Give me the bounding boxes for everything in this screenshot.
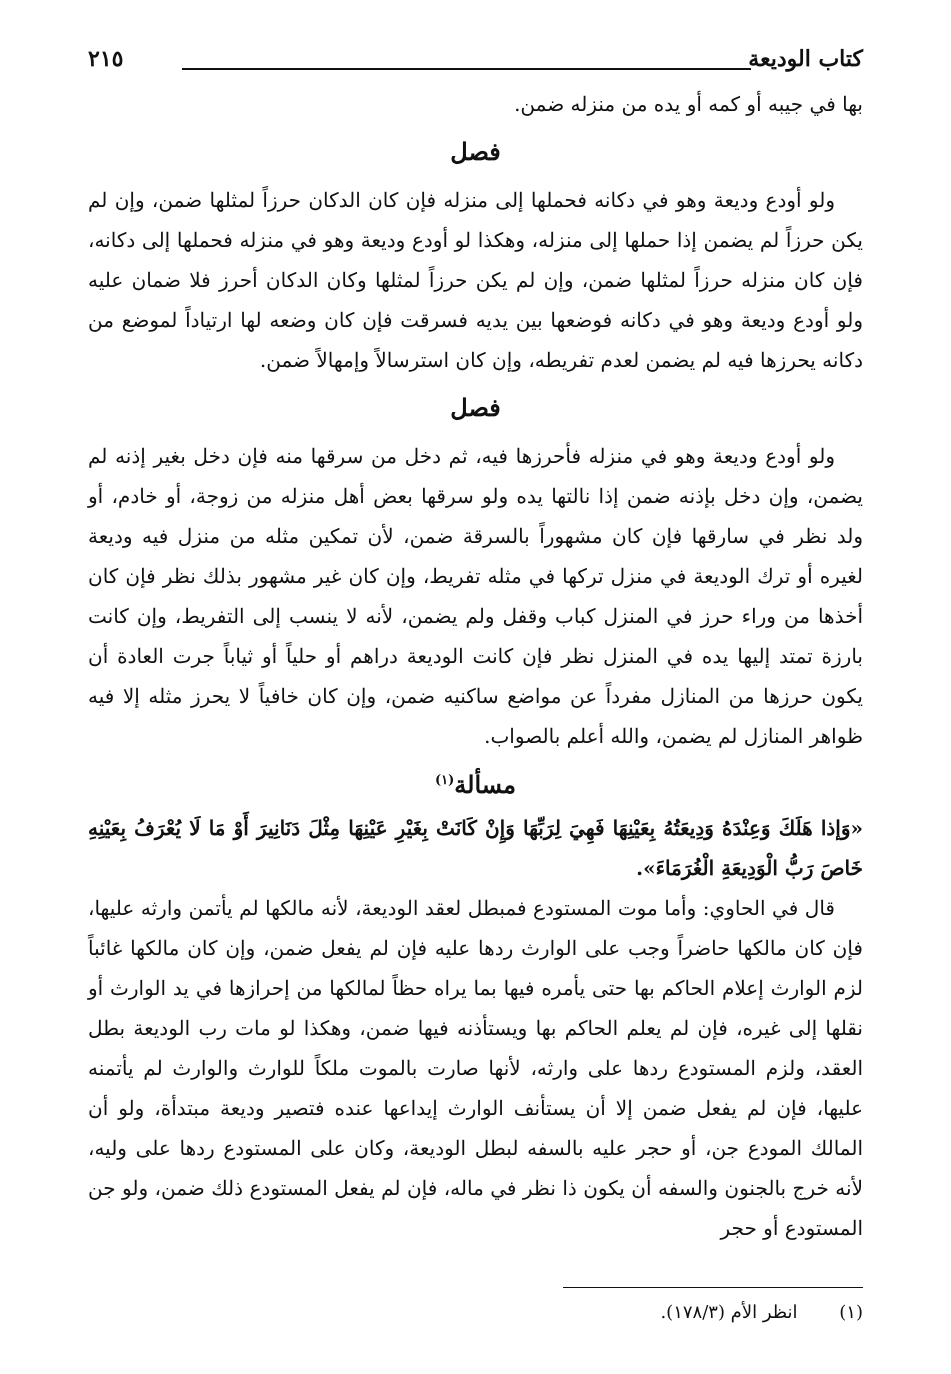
footnote-ref: (١) [434,773,455,788]
masala-quote: «وَإذا هَلَكَ وَعِنْدَهُ وَدِيعَتُهُ بِعَيْنِهَا فَهِيَ لِرَبِّهَا وَإِنْ كَانَتْ بِغَيْرِ عَيْنِهَا مِثْلَ دَنَانِيرَ أَوْ مَا لَا يُعْرَفُ بِعَيْنِهِ خَاصَ رَبُّ الْوَدِيعَةِ الْغُرَمَاءَ». [88,816,863,880]
paragraph-hawi: قال في الحاوي: وأما موت المستودع فمبطل لعقد الوديعة، لأنه مالكها لم يأتمن وارثه عليها، فإن كان مالكها حاضراً وجب على الوارث ردها عليه فإن لم يفعل ضمن، وإن كان مالكها غائباً لزم الوارث إعلام الحاكم بها حتى يأمره فيها بما يراه حظاً لمالكها من إحرازها في يد الوارث أو نقلها إلى غيره، فإن لم يعلم الحاكم بها ويستأذنه فيها ضمن، وهكذا لو مات رب الوديعة بطل العقد، ولزم المستودع ردها على وارثه، لأنها صارت بالموت ملكاً للوارث والوارث لم يأتمنه عليها، فإن لم يفعل ضمن إلا أن يستأنف الوارث إيداعها عنده فتصير وديعة مبتدأة، ولو أن المالك المودع جن، أو حجر عليه بالسفه لبطل الوديعة، وكان على المستودع ردها على وليه، لأنه خرج بالجنون والسفه أن يكون ذا نظر في ماله، فإن لم يفعل المستودع ذلك ضمن، ولو جن المستودع أو حجر [88,896,864,1240]
paragraph-shop-deposit: ولو أودع وديعة وهو في دكانه فحملها إلى منزله فإن كان الدكان حرزاً لمثلها ضمن، وإن لم يكن حرزاً لم يضمن إذا حملها إلى منزله، وهكذا لو أودع وديعة وهو في منزله فحملها إلى دكانه، فإن كان منزله حرزاً لمثلها ضمن، وإن لم يكن حرزاً لمثلها وكان الدكان أحرز فلا ضمان عليه ولو أودع وديعة وهو في دكانه فوضعها بين يديه فسرقت فإن كان وضعه لها ارتياداً لموضع من دكانه يحرزها فيه لم يضمن لعدم تفريطه، وإن كان استرسالاً وإمهالاً ضمن. [88,188,863,372]
paragraph-continuation: بها في جيبه أو كمه أو يده من منزله ضمن. [514,92,863,116]
masala-heading [88,758,863,808]
footnote-rule [563,1287,863,1288]
footnote [660,1300,863,1326]
paragraph-theft: ولو أودع وديعة وهو في منزله فأحرزها فيه، ثم دخل من سرقها منه فإن دخل بغير إذنه لم يضمن، وإن دخل بإذنه ضمن إذا نالتها يده ولو سرقها بعض أهل منزله من زوجة، أو خادم، أو ولد نظر في سارقها فإن كان مشهوراً بالسرقة ضمن، لأن تمكين مثله من منزل فيه وديعة لغيره أو ترك الوديعة في منزل تركها في مثله تفريط، وإن كان غير مشهور بذلك نظر فإن كان أخذها من وراء حرز في المنزل كباب وقفل ولم يضمن، لأنه لا ينسب إلى التفريط، وإن كانت بارزة تمتد إليها يده في المنزل نظر فإن كانت الوديعة دراهم أو حلياً أو ثياباً جرت العادة أن يكون حرزها من المنازل مفرداً عن مواضع ساكنيه ضمن، وإن كان خافياً لا يحرز مثله إلا فيه ظواهر المنازل لم يضمن، والله أعلم بالصواب. [88,444,863,748]
section-heading-fasl-1: فصل [450,137,501,166]
page-number: ٢١٥ [88,46,124,72]
header-rule [182,68,751,70]
section-heading-fasl-2: فصل [450,393,501,422]
book-page [88,40,863,1374]
footnote-text: انظر الأم (١٧٨/٣). [660,1302,798,1323]
footnote-marker: (١) [839,1302,863,1323]
body-text [88,84,863,1248]
running-header [88,40,863,84]
header-title: كتاب الوديعة [748,46,863,72]
masala-title: مسألة [454,770,517,799]
